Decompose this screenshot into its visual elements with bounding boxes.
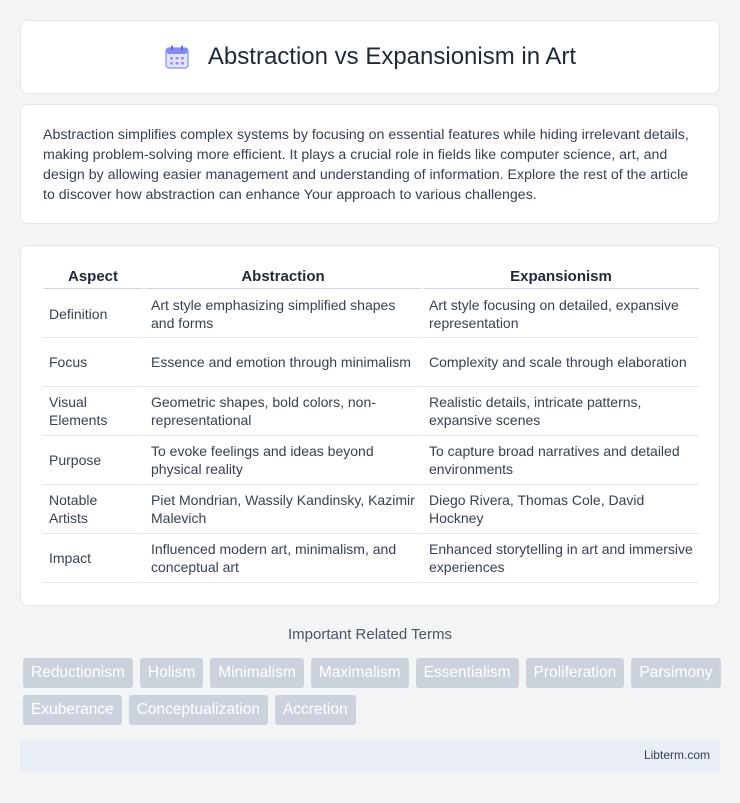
comparison-table	[43, 266, 699, 583]
intro-card	[20, 104, 720, 224]
cell-aspect: Impact	[43, 534, 143, 583]
cell-expansionism: Realistic details, intricate patterns, expansive scenes	[421, 387, 699, 436]
related-term-tag[interactable]: Reductionism	[23, 658, 133, 688]
related-term-tag[interactable]: Parsimony	[631, 658, 720, 688]
table-row	[43, 534, 699, 583]
related-term-tag[interactable]: Conceptualization	[129, 695, 268, 725]
related-terms-list	[23, 658, 723, 725]
related-terms-title: Important Related Terms	[288, 626, 452, 643]
cell-expansionism: Enhanced storytelling in art and immersive experiences	[421, 534, 699, 583]
table-row	[43, 338, 699, 387]
cell-aspect: Definition	[43, 290, 143, 338]
cell-aspect: Notable Artists	[43, 485, 143, 534]
related-term-tag[interactable]: Proliferation	[526, 658, 625, 688]
table-row	[43, 387, 699, 436]
cell-expansionism: Art style focusing on detailed, expansive representation	[421, 290, 699, 338]
footer-brand-link[interactable]: Libterm.com	[643, 748, 710, 762]
calendar-icon	[164, 44, 190, 70]
footer	[20, 739, 720, 773]
related-term-tag[interactable]: Essentialism	[416, 658, 519, 688]
cell-expansionism: Diego Rivera, Thomas Cole, David Hockney	[421, 485, 699, 534]
cell-abstraction: Influenced modern art, minimalism, and conceptual art	[143, 534, 421, 583]
cell-aspect: Purpose	[43, 436, 143, 485]
related-term-tag[interactable]: Exuberance	[23, 695, 122, 725]
intro-text: Abstraction simplifies complex systems by focusing on essential features while hiding irrelevant details, making problem-solving more efficient. It plays a crucial role in fields like computer science, art, and design by allowing easier management and understanding of information. Explore the rest of the article to discover how abstraction can enhance Your approach to various challenges.	[43, 127, 689, 203]
cell-abstraction: To evoke feelings and ideas beyond physical reality	[143, 436, 421, 485]
comparison-table-card	[20, 245, 720, 606]
related-term-tag[interactable]: Minimalism	[210, 658, 304, 688]
cell-aspect: Visual Elements	[43, 387, 143, 436]
page-title: Abstraction vs Expansionism in Art	[207, 43, 577, 70]
cell-abstraction: Art style emphasizing simplified shapes and forms	[143, 290, 421, 338]
table-row	[43, 436, 699, 485]
cell-abstraction: Essence and emotion through minimalism	[143, 338, 421, 387]
cell-expansionism: Complexity and scale through elaboration	[421, 338, 699, 387]
table-header-row	[43, 266, 699, 290]
table-row	[43, 290, 699, 338]
header-aspect: Aspect	[43, 266, 143, 290]
header-expansionism: Expansionism	[421, 266, 699, 290]
cell-aspect: Focus	[43, 338, 143, 387]
cell-abstraction: Piet Mondrian, Wassily Kandinsky, Kazimir Malevich	[143, 485, 421, 534]
table-row	[43, 485, 699, 534]
cell-expansionism: To capture broad narratives and detailed environments	[421, 436, 699, 485]
title-card	[20, 20, 720, 94]
cell-abstraction: Geometric shapes, bold colors, non-representational	[143, 387, 421, 436]
header-abstraction: Abstraction	[143, 266, 421, 290]
related-term-tag[interactable]: Maximalism	[311, 658, 409, 688]
related-term-tag[interactable]: Holism	[140, 658, 203, 688]
related-term-tag[interactable]: Accretion	[275, 695, 356, 725]
